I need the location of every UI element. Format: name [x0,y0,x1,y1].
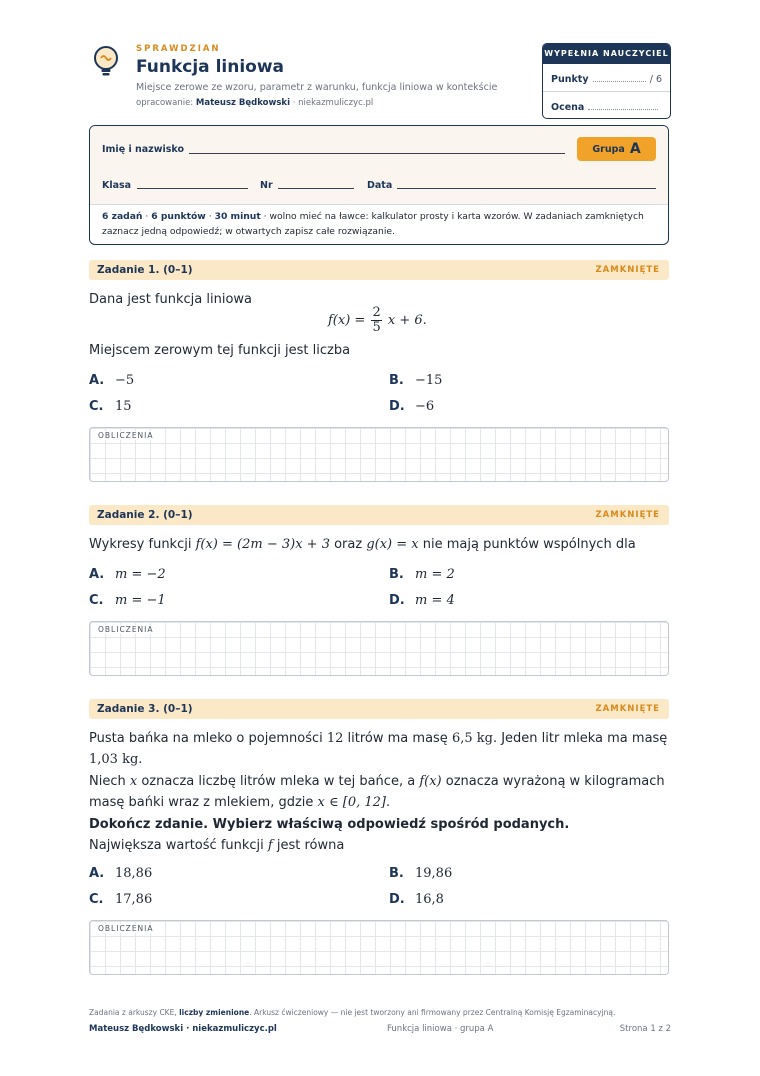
text: . Jeden litr mleka ma masę [492,731,668,746]
math-value: 12 [326,731,344,746]
author-name: Mateusz Będkowski [195,98,291,108]
option-letter: A. [89,567,105,582]
points-row [551,73,662,85]
teacher-box-title: WYPEŁNIA NAUCZYCIEL [543,44,670,64]
task-3-header [89,699,669,719]
formula-lhs: f(x) = [328,313,366,328]
task-2-header [89,505,669,525]
option-value: 19,86 [415,866,453,881]
task-1-formula [328,306,427,335]
question-text: oraz [329,537,367,552]
task-3-option-a[interactable] [89,866,152,881]
option-letter: C. [89,892,104,907]
task-1-option-d[interactable] [389,399,434,414]
task-1-title: Zadanie 1. (0–1) [97,264,193,276]
option-letter: C. [89,593,104,608]
student-fields-area [90,126,668,204]
option-letter: D. [389,892,405,907]
option-letter: A. [89,373,105,388]
group-badge [577,137,656,161]
info-points-count: 6 punktów [151,211,206,222]
option-value: 18,86 [115,866,153,881]
calculation-label: OBLICZENIA [98,431,154,440]
task-2-question [89,537,636,552]
math-function: f(x) [419,774,442,789]
question-text: nie mają punktów wspólnych dla [418,537,636,552]
task-1-kind: ZAMKNIĘTE [595,265,660,275]
option-value: −5 [115,373,135,388]
class-label: Klasa [102,180,132,191]
grade-row [551,101,662,113]
header-tag: SPRAWDZIAN [136,44,221,54]
class-field[interactable] [137,188,248,189]
teacher-divider [543,91,670,92]
option-letter: B. [389,567,404,582]
option-letter: D. [389,593,405,608]
task-1-option-a[interactable] [89,373,134,388]
option-letter: A. [89,866,105,881]
note-emphasis: liczby zmienione [179,1008,250,1017]
info-text-1: · wolno mieć na ławce: kalkulator prosty i karta wzorów. W zadaniach zamkniętych [260,211,644,222]
text: oznacza wyrażoną w kilogramach [441,774,665,789]
fraction-denominator: 5 [372,320,381,335]
task-2-option-b[interactable] [389,567,455,582]
points-field[interactable] [593,73,646,82]
task-3-title: Zadanie 3. (0–1) [97,703,193,715]
task-1-question: Miejscem zerowym tej funkcji jest liczba [89,343,351,358]
task-1-intro: Dana jest funkcja liniowa [89,292,252,307]
task-3-instruction [89,817,569,832]
points-label: Punkty [551,74,589,85]
option-value: m = 2 [415,567,455,582]
task-3-line-1 [89,731,667,746]
formula-rhs: x + 6. [387,313,427,328]
task-2-kind: ZAMKNIĘTE [595,510,660,520]
math-function: f [267,838,273,853]
text: oznacza liczbę litrów mleka w tej bańce, a [137,774,420,789]
text: masę bańki wraz z mlekiem, gdzie [89,795,318,810]
info-tasks-count: 6 zadań [102,211,143,222]
text: litrów ma masę [343,731,452,746]
math-value: 6,5 kg [451,731,493,746]
note-text: . Arkusz ćwiczeniowy — nie jest tworzony ani firmowany przez Centralną Komisję Egzaminacyjną. [249,1008,616,1017]
function-f: f(x) = (2m − 3)x + 3 [195,537,330,552]
exam-info [90,204,668,244]
option-value: 16,8 [415,892,444,907]
task-1-header [89,260,669,280]
date-label: Data [367,180,393,191]
author-prefix: opracowanie: [136,98,196,108]
task-3-kind: ZAMKNIĘTE [595,704,660,714]
page-number: Strona 1 z 2 [619,1024,671,1034]
task-3-option-d[interactable] [389,892,444,907]
name-field[interactable] [189,153,565,154]
instruction-text: Dokończ zdanie. Wybierz właściwą odpowiedź spośród podanych. [89,817,570,832]
task-1-option-c[interactable] [89,399,132,414]
option-value: −6 [415,399,435,414]
text: Niech [89,774,130,789]
option-value: −15 [415,373,443,388]
page-title: Funkcja liniowa [136,57,285,77]
option-letter: B. [389,373,404,388]
student-box [89,125,669,245]
note-text: Zadania z arkuszy CKE, [89,1008,180,1017]
author-site: · niekazmuliczyc.pl [290,98,374,108]
author-line [136,98,373,108]
fraction-numerator: 2 [372,305,381,320]
task-3-question [89,838,344,853]
footer-author: Mateusz Będkowski · niekazmuliczyc.pl [89,1024,277,1034]
task-3-calculation-area[interactable] [89,920,669,975]
text: . [385,795,391,810]
math-domain: x ∈ [0, 12] [317,795,386,810]
option-value: 15 [115,399,132,414]
info-separator: · [205,211,215,222]
task-3-line-4 [89,795,390,810]
task-3-line-2: 1,03 kg. [89,752,143,767]
grade-label: Ocena [551,102,585,113]
math-variable: x [129,774,138,789]
date-field[interactable] [397,188,656,189]
calculation-label: OBLICZENIA [98,924,154,933]
info-separator: · [142,211,152,222]
task-2-option-a[interactable] [89,567,166,582]
info-time: 30 minut [214,211,261,222]
option-value: m = −1 [115,593,166,608]
task-3-option-c[interactable] [89,892,152,907]
option-letter: B. [389,866,404,881]
points-max: / 6 [649,74,662,85]
nr-field[interactable] [278,188,354,189]
task-2-option-d[interactable] [389,593,455,608]
footer-title: Funkcja liniowa · grupa A [387,1024,494,1034]
option-value: m = −2 [115,567,166,582]
task-3-option-b[interactable] [389,866,452,881]
function-g: g(x) = x [366,537,419,552]
option-letter: C. [89,399,104,414]
option-value: 17,86 [115,892,153,907]
task-2-option-c[interactable] [89,593,166,608]
text: Największa wartość funkcji [89,838,268,853]
footer-note [89,1008,615,1017]
option-value: m = 4 [415,593,455,608]
text: jest równa [272,838,345,853]
page-subtitle: Miejsce zerowe ze wzoru, parametr z warunku, funkcja liniowa w kontekście [136,82,498,93]
info-text-2: zaznacz jedną odpowiedź; w otwartych zapisz całe rozwiązanie. [102,225,395,237]
formula-fraction [371,306,381,335]
group-letter: A [629,141,641,157]
grade-field[interactable] [588,101,658,110]
text: Pusta bańka na mleko o pojemności [89,731,327,746]
question-text: Wykresy funkcji [89,537,196,552]
name-label: Imię i nazwisko [102,144,184,155]
task-2-calculation-area[interactable] [89,621,669,676]
task-1-option-b[interactable] [389,373,442,388]
nr-label: Nr [260,180,273,191]
group-label: Grupa [592,143,625,155]
teacher-box [542,43,671,119]
calculation-label: OBLICZENIA [98,625,154,634]
task-2-title: Zadanie 2. (0–1) [97,509,193,521]
task-3-line-3 [89,774,665,789]
option-letter: D. [389,399,405,414]
lightbulb-logo-icon [90,44,122,78]
task-1-calculation-area[interactable] [89,427,669,482]
